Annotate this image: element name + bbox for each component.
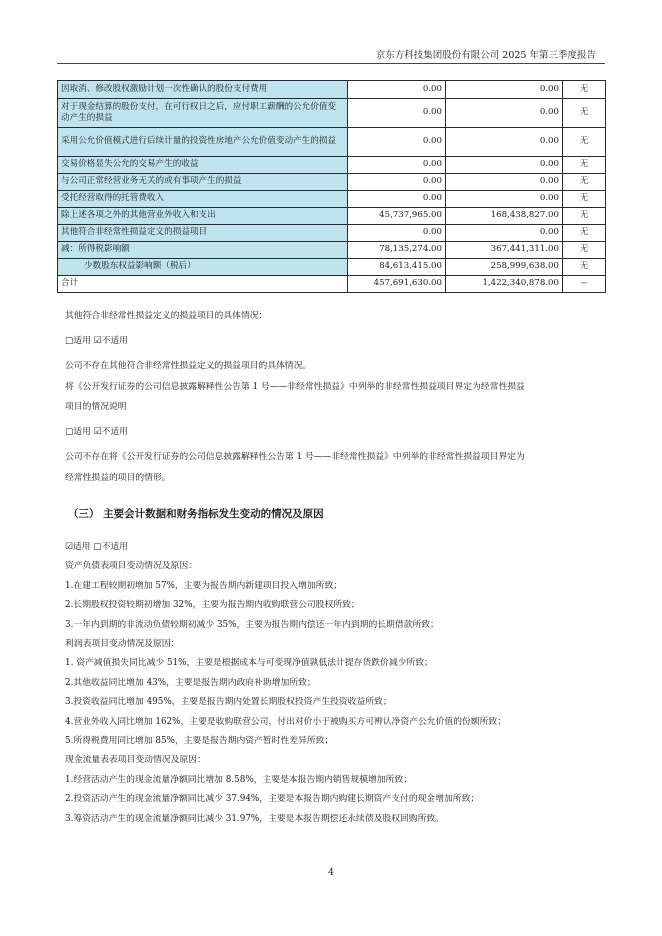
table-row	[58, 81, 606, 99]
change-explanations	[65, 538, 605, 829]
paragraph: 将《公开发行证券的公司信息披露解释性公告第 1 号——非经常性损益》中列举的非经常性损益项目界定为经常性损益	[65, 382, 525, 392]
table-row	[58, 128, 606, 157]
paragraph: 其他符合非经常性损益定义的损益项目的具体情况：	[65, 311, 268, 321]
row-year-to-date: 168,438,827.00	[446, 208, 563, 225]
row-item: 采用公允价值模式进行后续计量的投资性房地产公允价值变动产生的损益	[58, 128, 348, 157]
list-item: 4.营业外收入同比增加 162%，主要是收购联营公司，付出对价小于被购买方可辨认净资产公允价值的份额所致；	[65, 716, 506, 727]
row-note: 无	[563, 81, 606, 99]
row-item: 交易价格显失公允的交易产生的收益	[58, 157, 348, 174]
row-note: 无	[563, 99, 606, 128]
row-year-to-date: 0.00	[446, 128, 563, 157]
list-item: 2.其他收益同比增加 43%，主要是报告期内政府补助增加所致；	[65, 677, 316, 688]
page-number: 4	[328, 868, 334, 878]
row-note: 无	[563, 259, 606, 276]
row-item: 合计	[58, 276, 348, 293]
list-item: 3.一年内到期的非流动负债较期初减少 35%，主要为报告期内偿还一年内到期的长期借款所致；	[65, 619, 439, 630]
row-item: 因取消、修改股权激励计划一次性确认的股份支付费用	[58, 81, 348, 99]
table-row-total	[58, 276, 606, 293]
row-current-period: 0.00	[348, 191, 446, 208]
row-current-period: 0.00	[348, 225, 446, 242]
row-current-period: 0.00	[348, 157, 446, 174]
table-row	[58, 191, 606, 208]
table-row	[58, 174, 606, 191]
paragraph: 项目的情况说明	[65, 402, 127, 412]
row-item: 对于现金结算的股份支付，在可行权日之后，应付职工薪酬的公允价值变动产生的损益	[58, 99, 348, 128]
list-item: 现金流量表表项目变动情况及原因：	[65, 755, 206, 766]
row-note: --	[563, 276, 606, 293]
row-note: 无	[563, 128, 606, 157]
applicability-checkbox-line: □适用 ☑不适用	[65, 427, 128, 437]
list-item: 2.长期股权投资较期初增加 32%，主要为报告期内收购联营公司股权所致；	[65, 600, 360, 611]
applicability-checkbox-line: ☑适用 □不适用	[65, 542, 128, 552]
row-current-period: 45,737,965.00	[348, 208, 446, 225]
list-item: 1.经营活动产生的现金流量净额同比增加 8.58%，主要是本报告期内销售规模增加所致；	[65, 774, 413, 785]
row-current-period: 84,613,415.00	[348, 259, 446, 276]
table-row	[58, 99, 606, 128]
row-year-to-date: 258,999,638.00	[446, 259, 563, 276]
paragraph: 公司不存在将《公开发行证券的公司信息披露解释性公告第 1 号——非经常性损益》中列举的非经常性损益项目界定为	[65, 452, 525, 462]
table-row	[58, 157, 606, 174]
report-header-title: 京东方科技集团股份有限公司 2025 年第三季度报告	[375, 50, 596, 61]
applicability-checkbox-line: □适用 ☑不适用	[65, 336, 128, 346]
row-current-period: 0.00	[348, 99, 446, 128]
list-item: 3.筹资活动产生的现金流量净额同比减少 31.97%，主要是本报告期偿还永续债及股权回购所致。	[65, 813, 445, 824]
row-year-to-date: 0.00	[446, 99, 563, 128]
list-item: 2.投资活动产生的现金流量净额同比减少 37.94%，主要是本报告期内购建长期资产支付的现金增加所致；	[65, 794, 480, 805]
row-year-to-date: 0.00	[446, 157, 563, 174]
list-item: 5.所得税费用同比增加 85%，主要是报告期内资产暂时性差异所致；	[65, 736, 334, 747]
row-item: 其他符合非经常性损益定义的损益项目	[58, 225, 348, 242]
row-current-period: 457,691,630.00	[348, 276, 446, 293]
row-note: 无	[563, 242, 606, 259]
row-item: 减：所得税影响额	[58, 242, 348, 259]
section-heading: （三） 主要会计数据和财务指标发生变动的情况及原因	[68, 508, 324, 520]
table-row	[58, 208, 606, 225]
non-recurring-gains-table	[57, 80, 606, 293]
list-item: 3.投资收益同比增加 495%，主要是报告期内处置长期股权投资产生投资收益所致；	[65, 697, 392, 708]
list-item: 资产负债表项目变动情况及原因：	[65, 561, 197, 572]
paragraph: 公司不存在其他符合非经常性损益定义的损益项目的具体情况。	[65, 361, 312, 371]
row-current-period: 0.00	[348, 81, 446, 99]
row-note: 无	[563, 157, 606, 174]
row-note: 无	[563, 174, 606, 191]
row-current-period: 78,135,274.00	[348, 242, 446, 259]
row-current-period: 0.00	[348, 174, 446, 191]
row-item: 少数股东权益影响额（税后）	[58, 259, 348, 276]
row-year-to-date: 367,441,311.00	[446, 242, 563, 259]
list-item: 1.在建工程较期初增加 57%，主要为报告期内新建项目投入增加所致；	[65, 580, 343, 591]
table-row	[58, 242, 606, 259]
row-note: 无	[563, 225, 606, 242]
row-item: 除上述各项之外的其他营业外收入和支出	[58, 208, 348, 225]
row-note: 无	[563, 208, 606, 225]
list-item: 1. 资产减值损失同比减少 51%，主要是根据成本与可变现净值孰低法计提存货跌价减少所致；	[65, 658, 433, 669]
row-item: 与公司正常经营业务无关的或有事项产生的损益	[58, 174, 348, 191]
row-item: 受托经营取得的托管费收入	[58, 191, 348, 208]
row-year-to-date: 0.00	[446, 191, 563, 208]
row-year-to-date: 1,422,340,878.00	[446, 276, 563, 293]
row-note: 无	[563, 191, 606, 208]
row-current-period: 0.00	[348, 128, 446, 157]
row-year-to-date: 0.00	[446, 225, 563, 242]
paragraph: 经常性损益的项目的情形。	[65, 473, 171, 483]
header-divider	[57, 63, 605, 64]
list-item: 利润表项目变动情况及原因：	[65, 639, 180, 650]
table-row	[58, 225, 606, 242]
row-year-to-date: 0.00	[446, 174, 563, 191]
row-year-to-date: 0.00	[446, 81, 563, 99]
table-row	[58, 259, 606, 276]
